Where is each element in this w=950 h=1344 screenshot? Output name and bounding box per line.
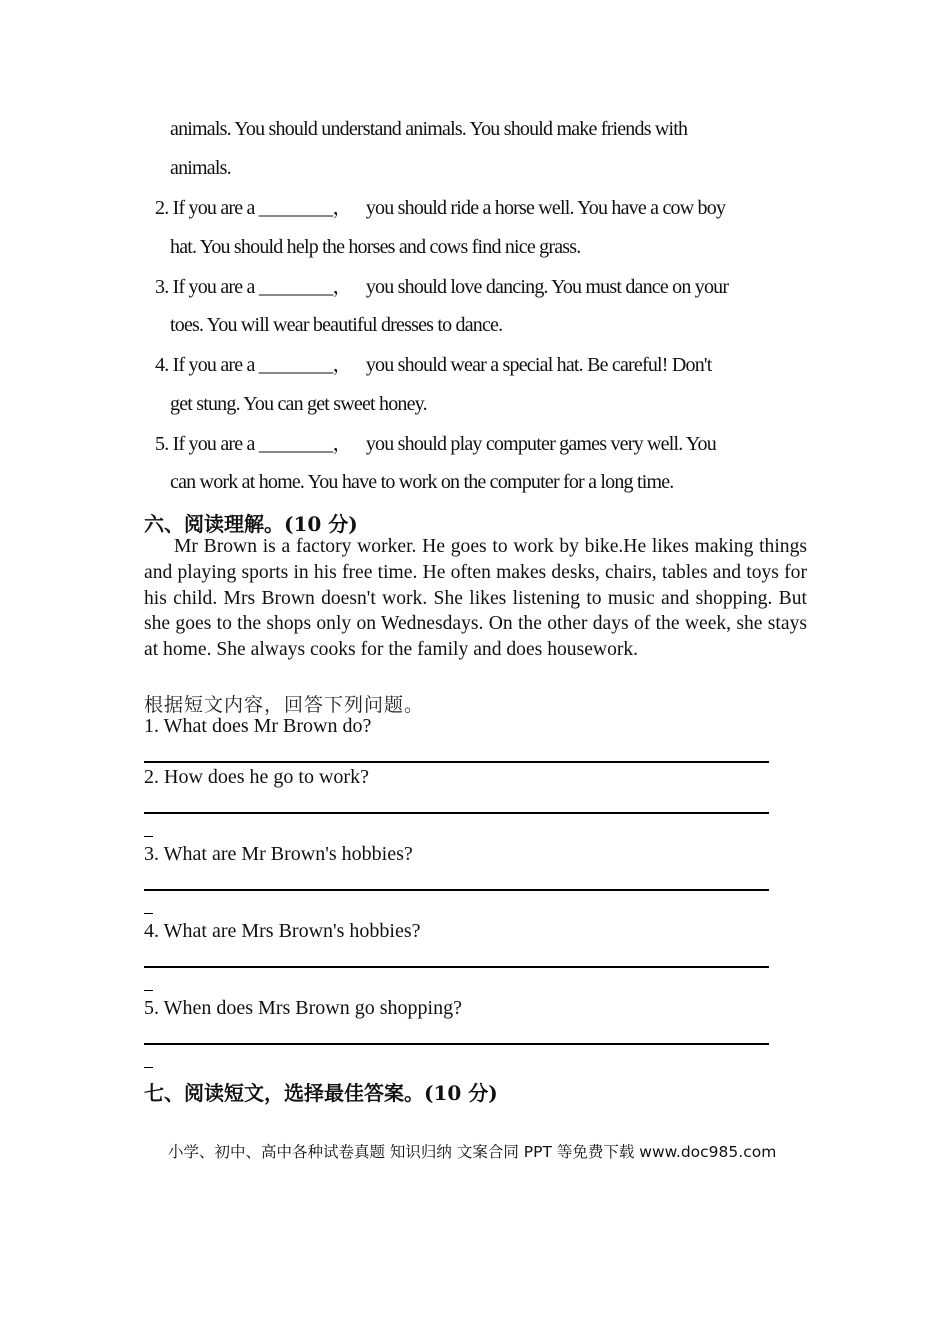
answer-line-2[interactable] xyxy=(144,812,769,814)
item-4-continuation: get stung. You can get sweet honey. xyxy=(170,393,427,415)
item-1-continuation-line-2: animals. xyxy=(170,157,231,179)
question-1: 1. What does Mr Brown do? xyxy=(144,715,372,737)
answer-blank[interactable]: ________ xyxy=(258,354,333,376)
question-3: 3. What are Mr Brown's hobbies? xyxy=(144,843,413,865)
item-5-continuation: can work at home. You have to work on the computer for a long time. xyxy=(170,471,674,493)
item-number: 2. xyxy=(155,197,169,219)
item-1-continuation-line-1: animals. You should understand animals. You should make friends with xyxy=(170,118,688,140)
line-tick xyxy=(144,990,153,991)
item-text: you should play computer games very well. You xyxy=(365,433,716,455)
fill-blank-item-3 xyxy=(155,275,728,299)
question-2: 2. How does he go to work? xyxy=(144,766,369,788)
item-text: you should ride a horse well. You have a cow boy xyxy=(365,197,726,219)
section-six-heading: 六、阅读理解。(10 分) xyxy=(144,512,358,536)
fill-blank-item-5 xyxy=(155,432,716,456)
question-5: 5. When does Mrs Brown go shopping? xyxy=(144,997,462,1019)
section-seven-heading: 七、阅读短文，选择最佳答案。(10 分) xyxy=(144,1081,498,1105)
line-tick xyxy=(144,913,153,914)
answer-line-3[interactable] xyxy=(144,889,769,891)
item-3-continuation: toes. You will wear beautiful dresses to dance. xyxy=(170,314,503,336)
item-prefix: If you are a xyxy=(172,276,255,298)
comma: ， xyxy=(332,433,352,455)
fill-blank-item-4 xyxy=(155,353,711,377)
comma: ， xyxy=(332,354,352,376)
comma: ， xyxy=(332,276,352,298)
line-tick xyxy=(144,836,153,837)
answer-blank[interactable]: ________ xyxy=(258,197,333,219)
fill-blank-item-2 xyxy=(155,196,725,220)
answer-line-4[interactable] xyxy=(144,966,769,968)
answer-line-1[interactable] xyxy=(144,761,769,763)
item-prefix: If you are a xyxy=(172,433,255,455)
item-text: you should love dancing. You must dance on your xyxy=(365,276,729,298)
item-number: 5. xyxy=(155,433,169,455)
page-footer: 小学、初中、高中各种试卷真题 知识归纳 文案合同 PPT 等免费下载 www.doc985.com xyxy=(168,1143,777,1161)
item-number: 3. xyxy=(155,276,169,298)
item-2-continuation: hat. You should help the horses and cows find nice grass. xyxy=(170,236,581,258)
item-number: 4. xyxy=(155,354,169,376)
answer-line-5[interactable] xyxy=(144,1043,769,1045)
instruction: 根据短文内容，回答下列问题。 xyxy=(144,694,425,716)
answer-blank[interactable]: ________ xyxy=(258,433,333,455)
item-prefix: If you are a xyxy=(172,197,255,219)
item-prefix: If you are a xyxy=(172,354,255,376)
answer-blank[interactable]: ________ xyxy=(258,276,333,298)
question-4: 4. What are Mrs Brown's hobbies? xyxy=(144,920,421,942)
item-text: you should wear a special hat. Be careful! Don't xyxy=(365,354,712,376)
comma: ， xyxy=(332,197,352,219)
reading-passage: Mr Brown is a factory worker. He goes to work by bike.He likes making things and playing sports in his free time. He often makes desks, chairs, tables and toys for his child. Mrs Brown doesn't work. She likes listening to music and shopping. But she goes to the shops only on Wednesdays. On the other days of the week, she stays at home. She always cooks for the family and does housework. xyxy=(144,536,807,661)
line-tick xyxy=(144,1067,153,1068)
